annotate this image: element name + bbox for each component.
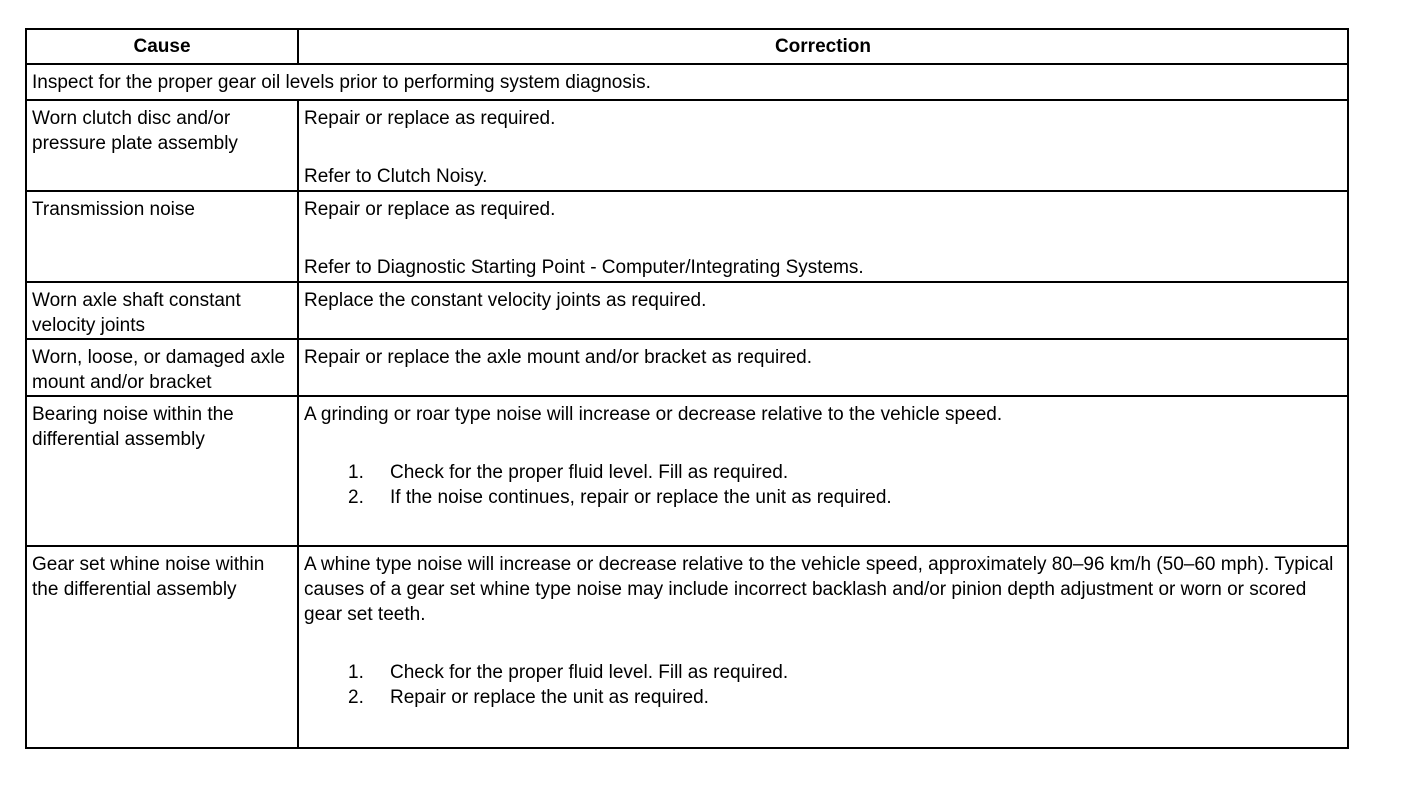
step-item <box>304 460 1343 485</box>
cause-cell: Bearing noise within the differential assembly <box>26 396 298 546</box>
step-text: Check for the proper fluid level. Fill as required. <box>390 662 789 683</box>
correction-text: A grinding or roar type noise will increase or decrease relative to the vehicle speed. <box>304 404 1003 425</box>
step-item <box>304 685 1343 710</box>
cause-cell: Worn axle shaft constant velocity joints <box>26 282 298 339</box>
step-number: 1. <box>348 662 364 683</box>
step-text: Repair or replace the unit as required. <box>390 687 709 708</box>
cause-cell: Gear set whine noise within the differential assembly <box>26 546 298 748</box>
correction-reference: Refer to Diagnostic Starting Point - Computer/Integrating Systems. <box>304 257 864 278</box>
step-item <box>304 485 1343 510</box>
step-item <box>304 660 1343 685</box>
correction-text: Repair or replace as required. <box>304 108 556 129</box>
step-number: 2. <box>348 687 364 708</box>
note-text: Inspect for the proper gear oil levels prior to performing system diagnosis. <box>26 64 1348 100</box>
cause-cell: Transmission noise <box>26 191 298 282</box>
step-text: Check for the proper fluid level. Fill as required. <box>390 462 789 483</box>
table-row <box>26 339 1348 396</box>
cause-cell: Worn clutch disc and/or pressure plate assembly <box>26 100 298 191</box>
correction-cell <box>298 282 1348 339</box>
correction-cell <box>298 546 1348 748</box>
correction-cell <box>298 396 1348 546</box>
diagnostic-table <box>25 28 1349 749</box>
step-text: If the noise continues, repair or replace the unit as required. <box>390 487 892 508</box>
note-row <box>26 64 1348 100</box>
correction-text: Repair or replace as required. <box>304 199 556 220</box>
correction-cell <box>298 339 1348 396</box>
correction-text: A whine type noise will increase or decrease relative to the vehicle speed, approximately 80–96 km/h (50–60 mph). Typical causes of a gear set whine type noise may include incorrect backlash and/or pinion depth adjustment or worn or scored gear set teeth. <box>304 554 1334 625</box>
table-row <box>26 396 1348 546</box>
cause-cell: Worn, loose, or damaged axle mount and/or bracket <box>26 339 298 396</box>
step-list <box>304 460 1343 510</box>
table-row <box>26 546 1348 748</box>
table-row <box>26 282 1348 339</box>
correction-cell <box>298 100 1348 191</box>
correction-cell <box>298 191 1348 282</box>
header-cause: Cause <box>26 29 298 64</box>
header-correction: Correction <box>298 29 1348 64</box>
header-row <box>26 29 1348 64</box>
correction-reference: Refer to Clutch Noisy. <box>304 166 488 187</box>
step-number: 1. <box>348 462 364 483</box>
correction-text: Replace the constant velocity joints as required. <box>304 290 707 311</box>
table-row <box>26 191 1348 282</box>
correction-text: Repair or replace the axle mount and/or bracket as required. <box>304 347 812 368</box>
step-number: 2. <box>348 487 364 508</box>
step-list <box>304 660 1343 710</box>
table-row <box>26 100 1348 191</box>
